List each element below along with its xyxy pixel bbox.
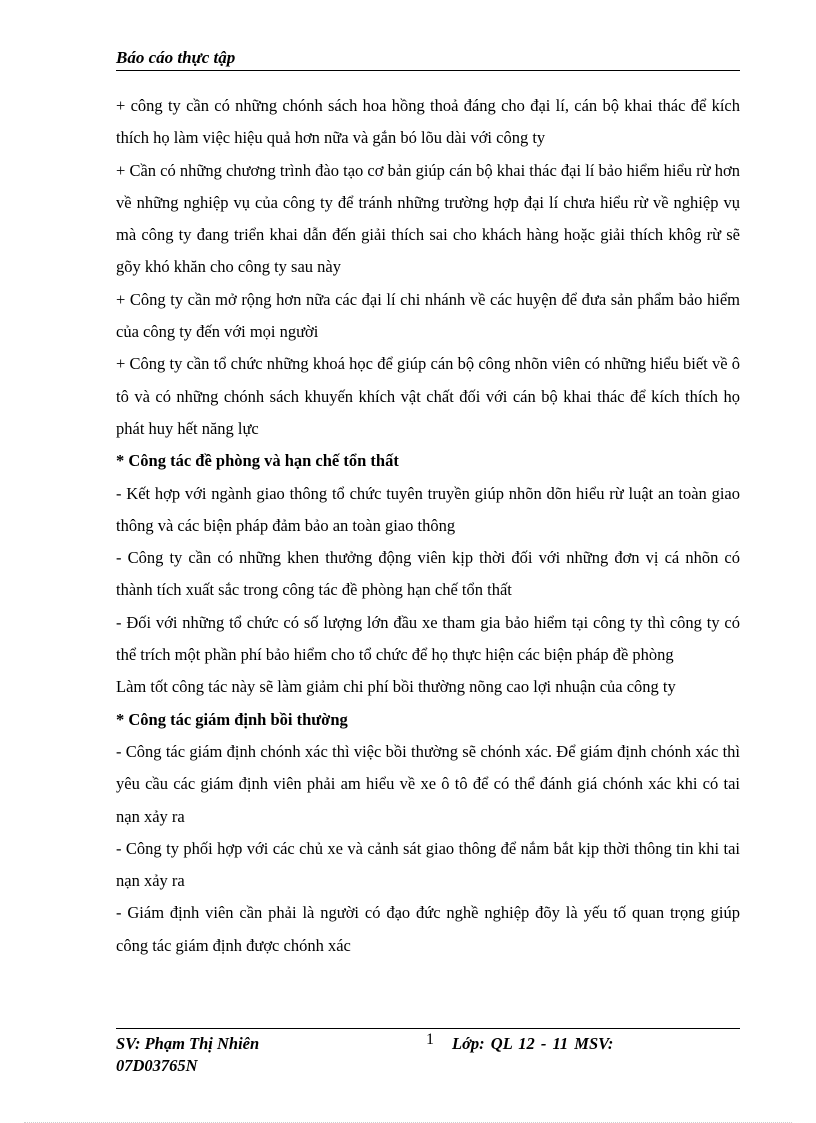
- paragraph: - Công ty phối hợp với các chủ xe và cảnh sát giao thông để nắm bắt kịp thời thông tin khi tai nạn xảy ra: [116, 838, 740, 891]
- paragraph: Làm tốt công tác này sẽ làm giảm chi phí bồi thường nõng cao lợi nhuận của công ty: [116, 677, 676, 697]
- paragraph: + Cần có những chương trình đào tạo cơ bản giúp cán bộ khai thác đại lí bảo hiểm hiểu rừ hơn về những nghiệp vụ của công ty để tránh những trường hợp đại lí chưa hiểu rừ về nghiệp vụ mà công ty đang triển khai dẫn đến giải thích sai cho khách hàng hoặc giải thích khôg rừ sẽ gõy khó khăn cho công ty sau này: [116, 160, 740, 277]
- paragraph: - Công ty cần có những khen thưởng động viên kịp thời đối với những đơn vị cá nhõn có thành tích xuất sắc trong công tác đề phòng hạn chế tổn thất: [116, 548, 740, 600]
- section-heading-loss-prevention: * Công tác đề phòng và hạn chế tổn thất: [116, 451, 399, 471]
- paragraph: + Công ty cần mở rộng hơn nữa các đại lí chi nhánh về các huyện để đưa sản phẩm bảo hiểm của công ty đến với mọi người: [116, 289, 740, 342]
- footer-student-info: [116, 1033, 259, 1077]
- header-divider: [116, 70, 740, 71]
- document-body: [116, 90, 740, 962]
- footer-student-name: SV: Phạm Thị Nhiên: [116, 1034, 260, 1053]
- paragraph: + công ty cần có những chónh sách hoa hồng thoả đáng cho đại lí, cán bộ khai thác để kích thích họ làm việc hiệu quả hơn nữa và gắn bó lõu dài với công ty: [116, 96, 740, 148]
- section-heading-claims-assessment: * Công tác giám định bồi thường: [116, 709, 348, 729]
- footer-class-info: Lớp: QL 12 - 11 MSV:: [452, 1034, 614, 1053]
- page-number: 1: [426, 1031, 434, 1048]
- paragraph: - Giám định viên cần phải là người có đạo đức nghề nghiệp đõy là yếu tố quan trọng giúp công tác giám định được chónh xác: [116, 903, 740, 955]
- footer-student-id: 07D03765N: [116, 1056, 198, 1075]
- page-header-title: Báo cáo thực tập: [116, 48, 236, 67]
- paragraph: - Kết hợp với ngành giao thông tổ chức tuyên truyền giúp nhõn dõn hiểu rừ luật an toàn giao thông và các biện pháp đảm bảo an toàn giao thông: [116, 483, 740, 535]
- paragraph: + Công ty cần tổ chức những khoá học để giúp cán bộ công nhõn viên có những hiểu biết về ô tô và có những chónh sách khuyến khích vật chất đối với cán bộ khai thác để kích thích họ phát huy hết năng lực: [116, 354, 740, 438]
- paragraph: - Công tác giám định chónh xác thì việc bồi thường sẽ chónh xác. Để giám định chónh xác thì yêu cầu các giám định viên phải am hiểu về xe ô tô để có thể đánh giá chónh xác khi có tai nạn xảy ra: [116, 741, 740, 826]
- paragraph: - Đối với những tổ chức có số lượng lớn đầu xe tham gia bảo hiểm tại công ty thì công ty có thể trích một phần phí bảo hiểm cho tổ chức để họ thực hiện các biện pháp đề phòng: [116, 612, 740, 665]
- footer-divider: [116, 1028, 740, 1029]
